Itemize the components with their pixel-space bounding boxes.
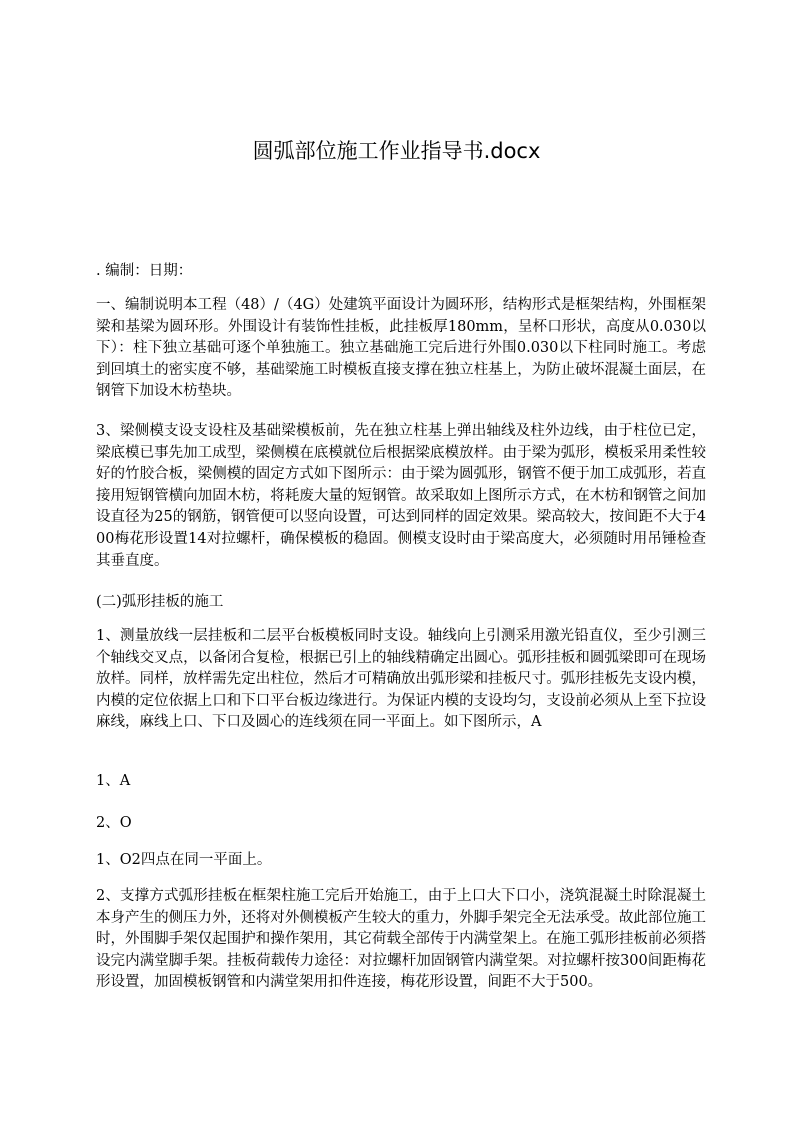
section-heading-arc-panel: (二)弧形挂板的施工 [96, 594, 224, 610]
paragraph-intro: 一、编制说明本工程（48）/（4G）处建筑平面设计为圆环形，结构形式是框架结构，外围框架梁和基梁为圆环形。外围设计有装饰性挂板，此挂板厚180mm，呈杯口形状，高度从0.030以下）：柱下独立基础可逐个单独施工。独立基础施工完后进行外围0.030以下柱同时施工。考虑到回填土的密实度不够，基础梁施工时模板直接支撑在独立柱基上，为防止破坏混凝土面层，在钢管下加设木枋垫块。 [96, 297, 706, 400]
paragraph-support: 2、支撑方式弧形挂板在框架柱施工完后开始施工，由于上口大下口小，浇筑混凝土时除混凝土本身产生的侧压力外，还将对外侧模板产生较大的重力，外脚手架完全无法承受。故此部位施工时，外围脚手架仅起围护和操作架用，其它荷载全部传于内满堂架上。在施工弧形挂板前必须搭设完内满堂脚手架。挂板荷载传力途径：对拉螺杆加固钢管内满堂架。对拉螺杆按300间距梅花形设置，加固模板钢管和内满堂架用扣件连接，梅花形设置，间距不大于500。 [96, 888, 706, 991]
list-item-a: 1、A [96, 773, 131, 789]
author-date-line: . 编制：日期： [96, 263, 193, 279]
paragraph-survey: 1、测量放线一层挂板和二层平台板模板同时支设。轴线向上引测采用激光铅直仪，至少引测三个轴线交叉点，以备闭合复检，根据已引上的轴线精确定出圆心。弧形挂板和圆弧梁即可在现场放样。同样，放样需先定出柱位，然后才可精确放出弧形梁和挂板尺寸。弧形挂板先支设内模，内模的定位依据上口和下口平台板边缘进行。为保证内模的支设均匀，支设前必须从上至下拉设麻线，麻线上口、下口及圆心的连线须在同一平面上。如下图所示，A [96, 628, 706, 731]
list-item-o: 2、O [96, 815, 132, 831]
document-title: 圆弧部位施工作业指导书.docx [252, 139, 541, 163]
list-item-o2: 1、O2四点在同一平面上。 [96, 852, 272, 868]
paragraph-beam-formwork: 3、梁侧模支设支设柱及基础梁模板前，先在独立柱基上弹出轴线及柱外边线，由于柱位已定，梁底模已事先加工成型，梁侧模在底模就位后根据梁底模放样。由于梁为弧形，模板采用柔性较好的竹胶合板，梁侧模的固定方式如下图所示：由于梁为圆弧形，钢管不便于加工成弧形，若直接用短钢管横向加固木枋，将耗废大量的短钢管。故采取如上图所示方式，在木枋和钢管之间加设直径为25的钢筋，钢管便可以竖向设置，可达到同样的固定效果。梁高较大，按间距不大于400梅花形设置14对拉螺杆，确保模板的稳固。侧模支设时由于梁高度大，必须随时用吊锤检查其垂直度。 [96, 423, 706, 569]
